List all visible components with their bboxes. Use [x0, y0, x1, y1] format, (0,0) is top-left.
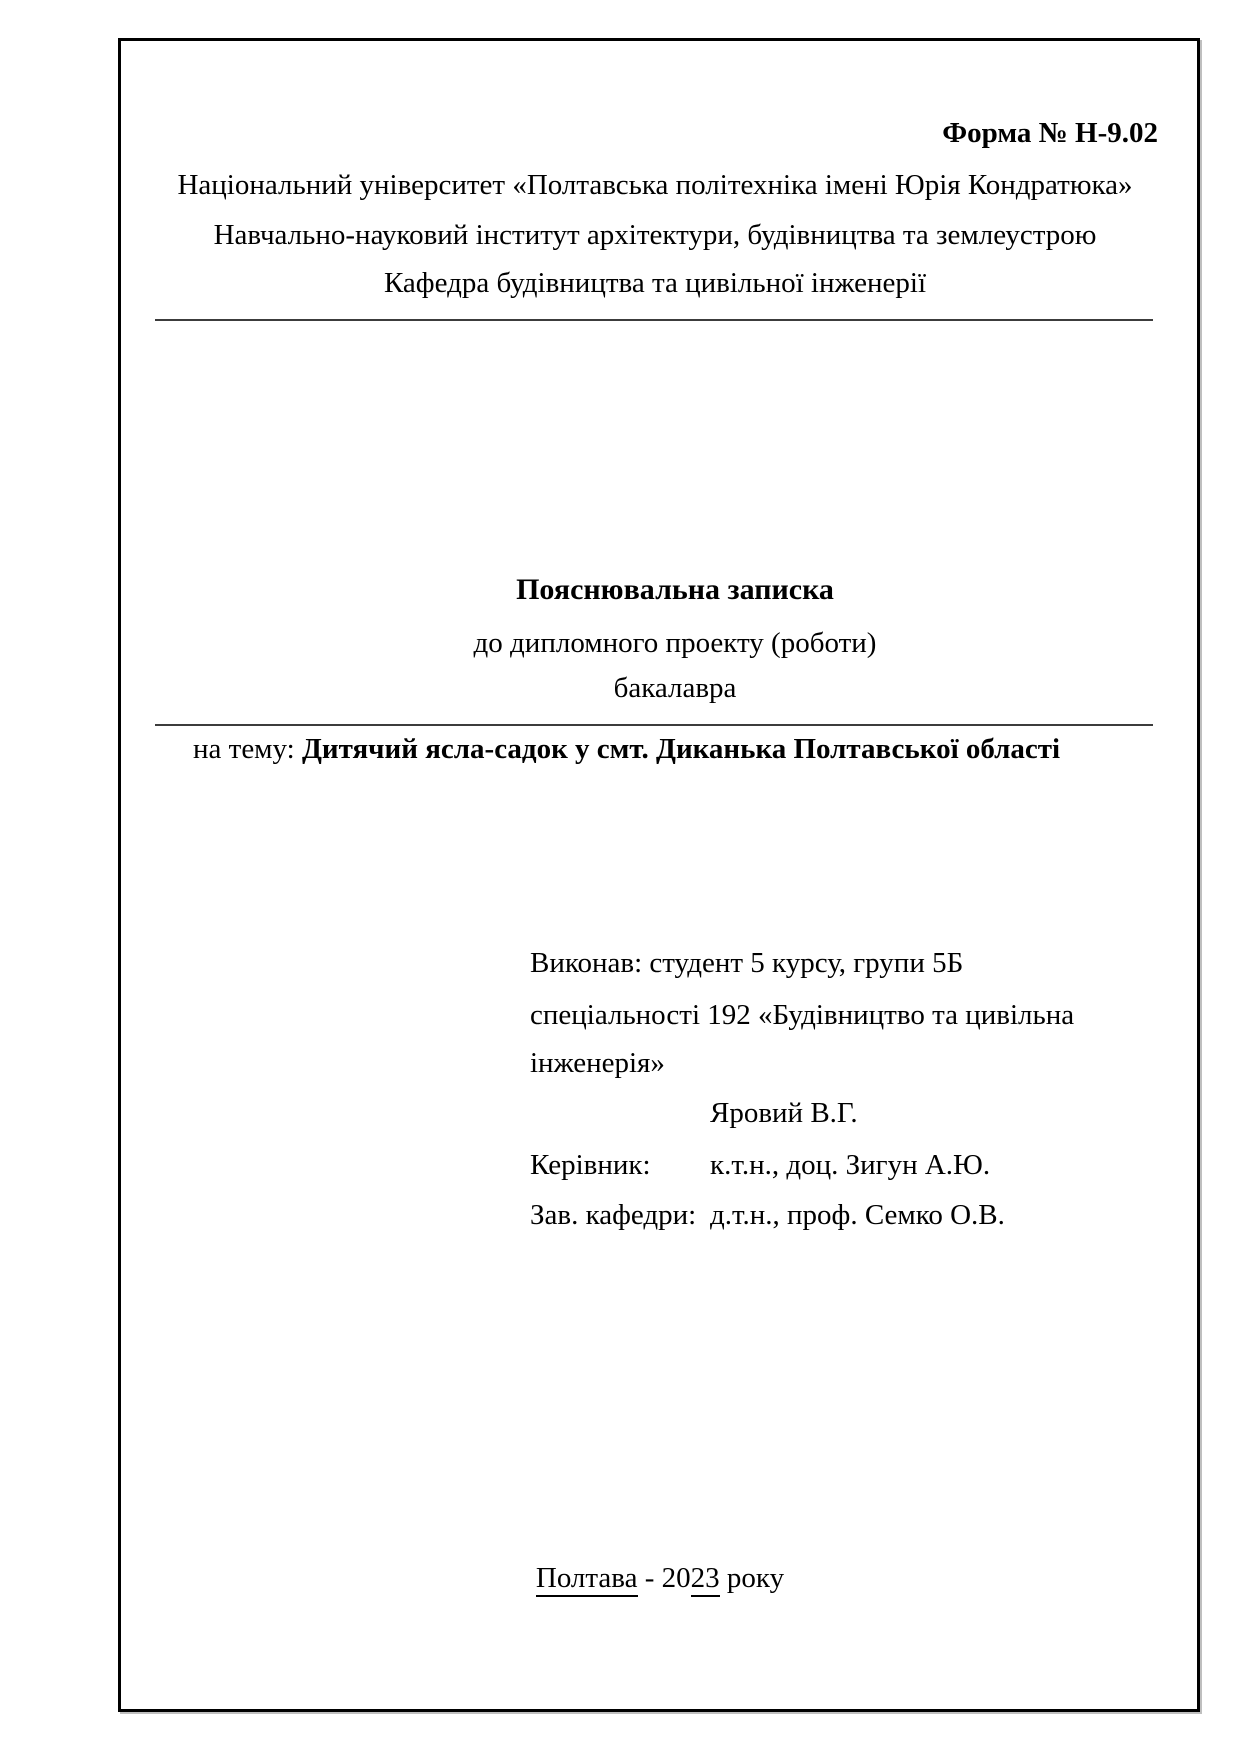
document-subtitle: до дипломного проекту (роботи) [473, 627, 877, 659]
institute-name: Навчально-науковий інститут архітектури, будівництва та землеустрою [213, 219, 1097, 251]
executor-line: Виконав: студент 5 курсу, групи 5Б [530, 947, 964, 979]
department-head-label: Зав. кафедри: [530, 1199, 697, 1231]
topic-line [193, 731, 1060, 767]
form-code: Форма № Н-9.02 [942, 117, 1158, 149]
student-name: Яровий В.Г. [710, 1097, 858, 1129]
footer-year: 23 [691, 1562, 720, 1597]
topic-divider-line [155, 724, 1153, 726]
footer-city-year [130, 1560, 1190, 1596]
department-name: Кафедра будівництва та цивільної інженерії [383, 267, 927, 299]
footer-city: Полтава [536, 1562, 638, 1597]
department-head-name: д.т.н., проф. Семко О.В. [710, 1199, 1005, 1231]
topic-label: на тему: [193, 733, 302, 765]
header-divider-line [155, 319, 1153, 321]
footer-year-word: року [719, 1562, 785, 1594]
supervisor-label: Керівник: [530, 1149, 651, 1181]
degree-level: бакалавра [613, 672, 737, 704]
speciality-line-2: інженерія» [530, 1047, 665, 1079]
topic-title: Дитячий ясла-садок у смт. Диканька Полтавської області [301, 733, 1061, 765]
document-title: Пояснювальна записка [516, 573, 834, 606]
footer-separator: - 20 [637, 1562, 691, 1594]
supervisor-name: к.т.н., доц. Зигун А.Ю. [710, 1149, 991, 1181]
speciality-line-1: спеціальності 192 «Будівництво та цивільна [530, 999, 1075, 1031]
university-name: Національний університет «Полтавська політехніка імені Юрія Кондратюка» [177, 169, 1133, 201]
